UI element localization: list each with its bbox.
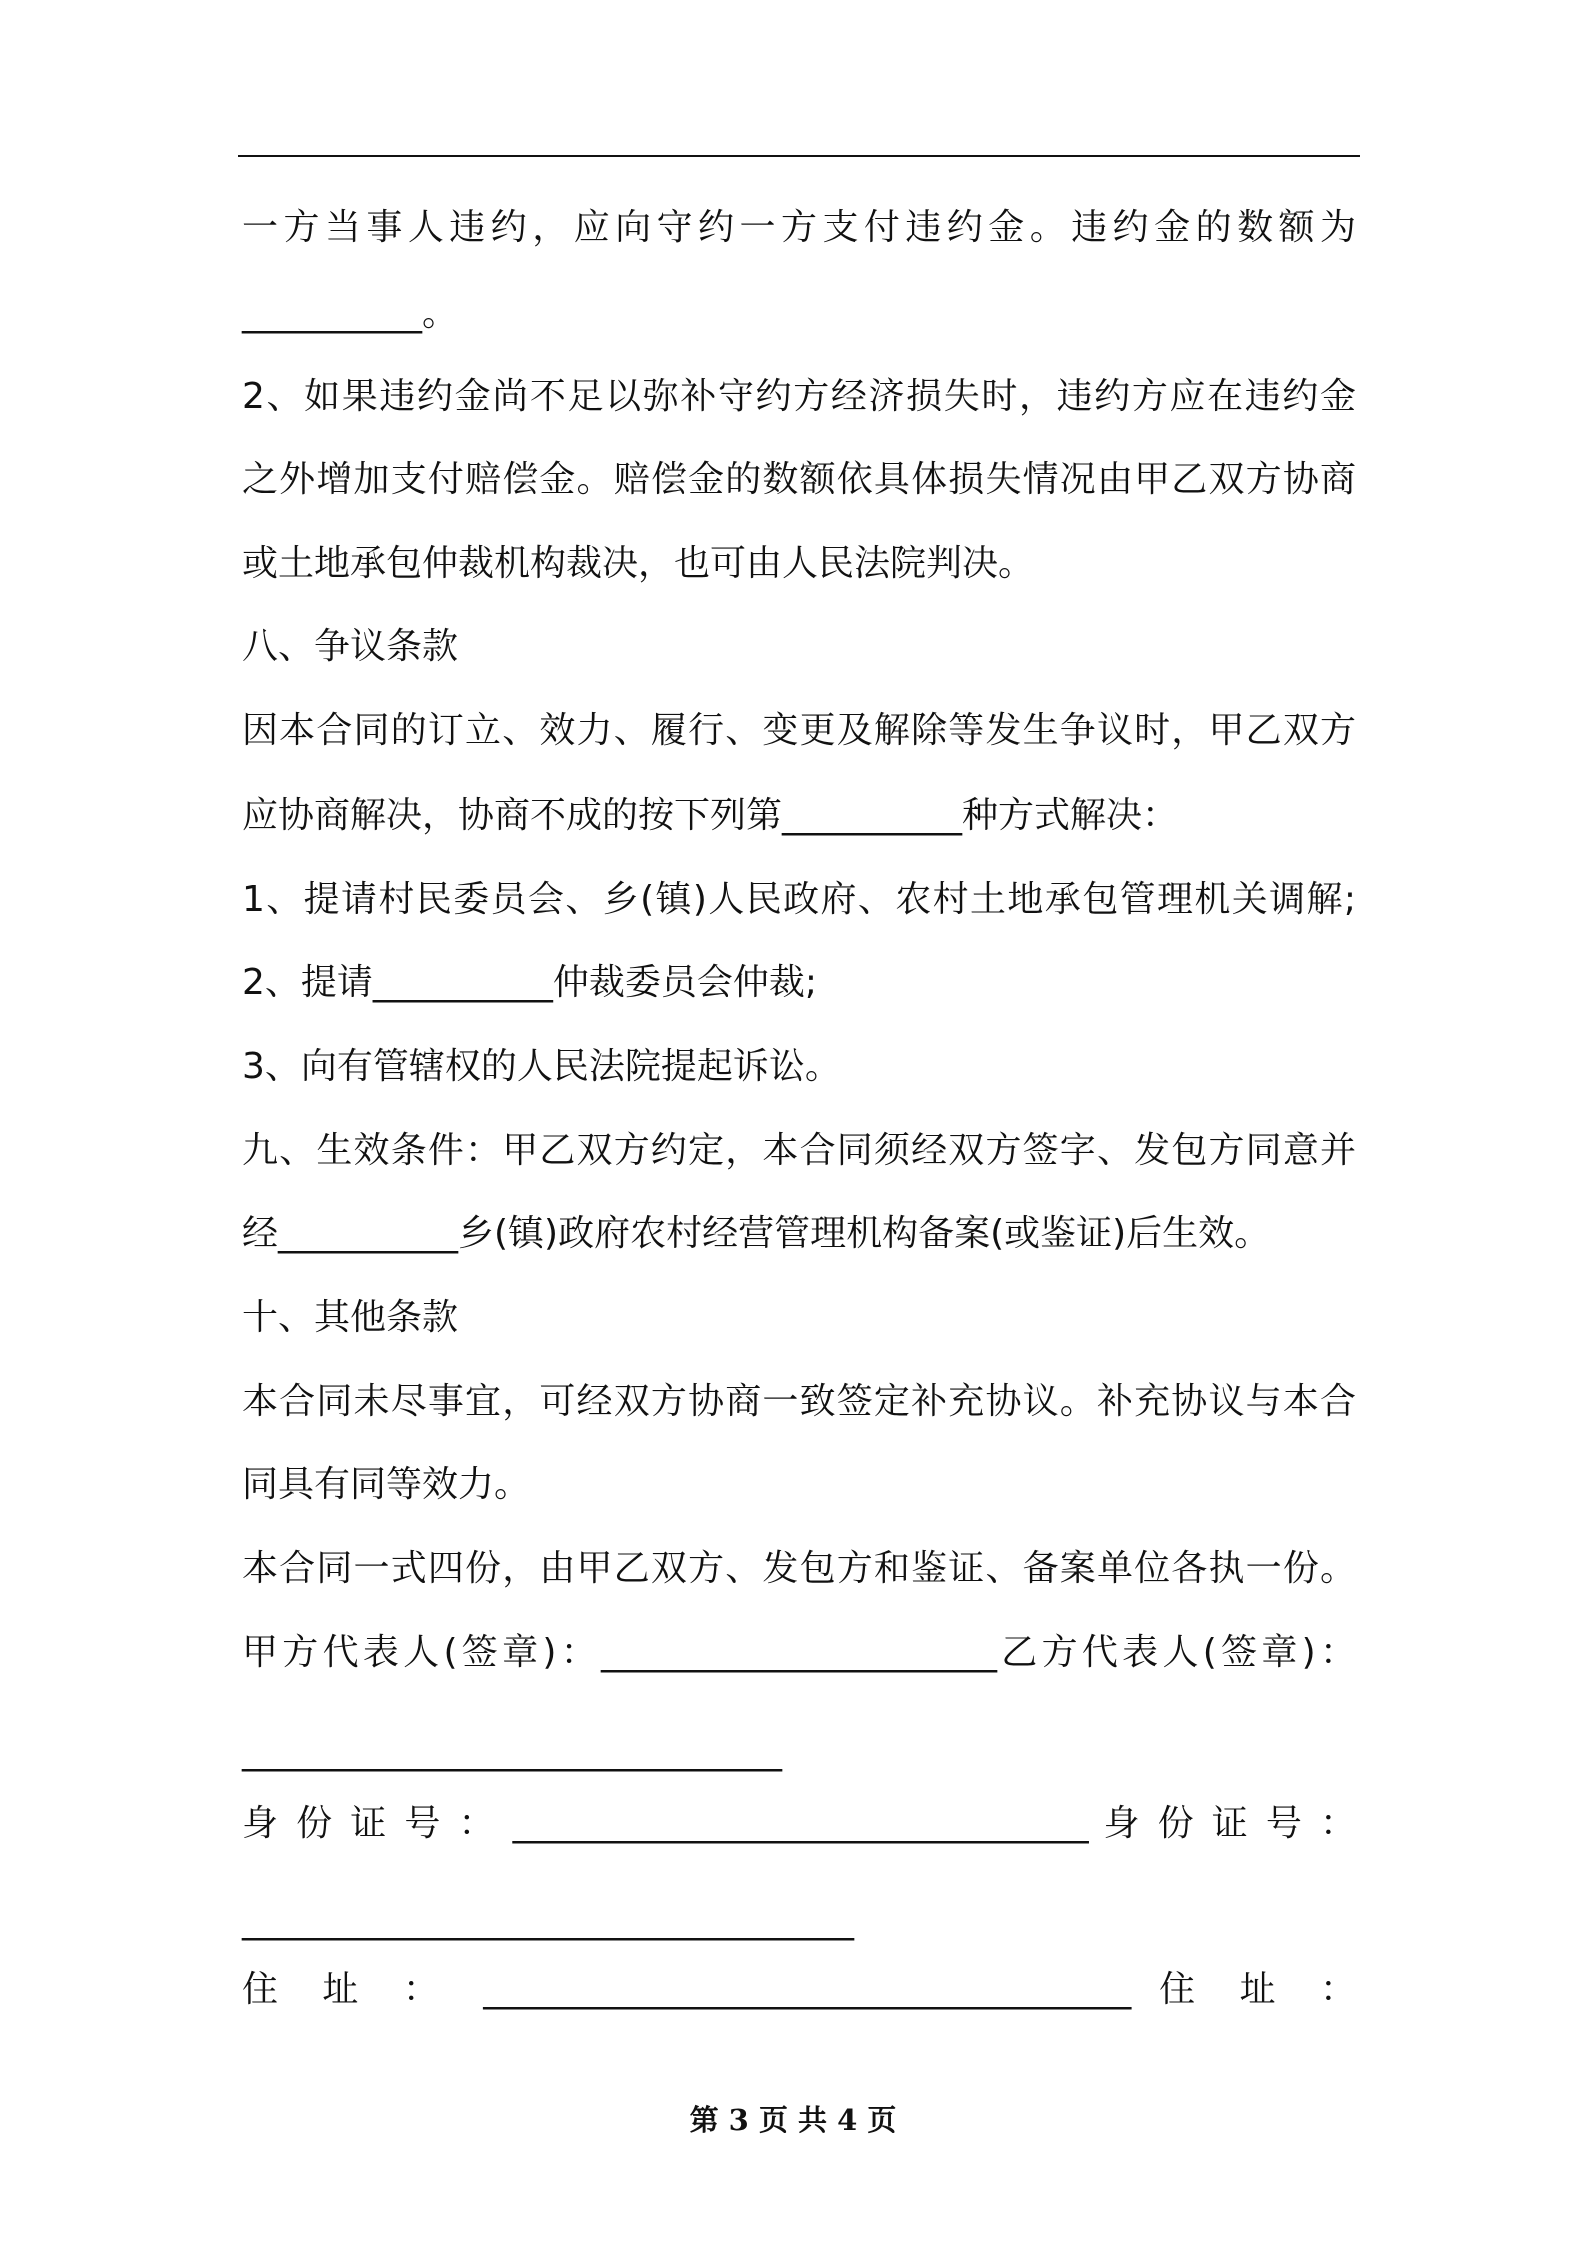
paragraph-line: 因本合同的订立、效力、履行、变更及解除等发生争议时，甲乙双方 (242, 710, 1356, 751)
signature-blank: ______________________________ (242, 1731, 782, 1772)
id-number-blank: __________________________________ (242, 1900, 854, 1941)
paragraph-line: 同具有同等效力。 (242, 1464, 531, 1505)
section-heading: 十、其他条款 (242, 1297, 459, 1338)
paragraph-line: 本合同一式四份，由甲乙双方、发包方和鉴证、备案单位各执一份。 (242, 1548, 1356, 1589)
section-heading: 九、生效条件：甲乙双方约定，本合同须经双方签字、发包方同意并 (242, 1130, 1356, 1171)
paragraph-line: 一方当事人违约，应向守约一方支付违约金。违约金的数额为 (242, 207, 1356, 248)
list-item: 2、提请__________仲裁委员会仲裁; (242, 962, 818, 1003)
list-item: 1、提请村民委员会、乡(镇)人民政府、农村土地承包管理机关调解; (242, 879, 1356, 920)
blank-line: __________。 (242, 293, 459, 334)
paragraph-line: 经__________乡(镇)政府农村经营管理机构备案(或鉴证)后生效。 (242, 1213, 1271, 1254)
paragraph-line: 之外增加支付赔偿金。赔偿金的数额依具体损失情况由甲乙双方协商 (242, 459, 1356, 500)
header-rule (238, 155, 1360, 157)
paragraph-line: 应协商解决，协商不成的按下列第__________种方式解决： (242, 795, 1179, 836)
page-number: 第 3 页 共 4 页 (689, 2103, 897, 2137)
address-line: 住 址 ： ____________________________________ 住 址 ： (242, 1969, 1356, 2010)
paragraph-line: 本合同未尽事宜，可经双方协商一致签定补充协议。补充协议与本合 (242, 1381, 1356, 1422)
paragraph-line: 或土地承包仲裁机构裁决，也可由人民法院判决。 (242, 543, 1035, 584)
paragraph-line: 2、如果违约金尚不足以弥补守约方经济损失时，违约方应在违约金 (242, 376, 1356, 417)
section-heading: 八、争议条款 (242, 626, 459, 667)
signature-line: 甲方代表人(签章)：______________________乙方代表人(签章)： (242, 1632, 1356, 1673)
list-item: 3、向有管辖权的人民法院提起诉讼。 (242, 1046, 841, 1087)
id-number-line: 身 份 证 号 ： ________________________________ 身 份 证 号 ： (242, 1803, 1356, 1844)
